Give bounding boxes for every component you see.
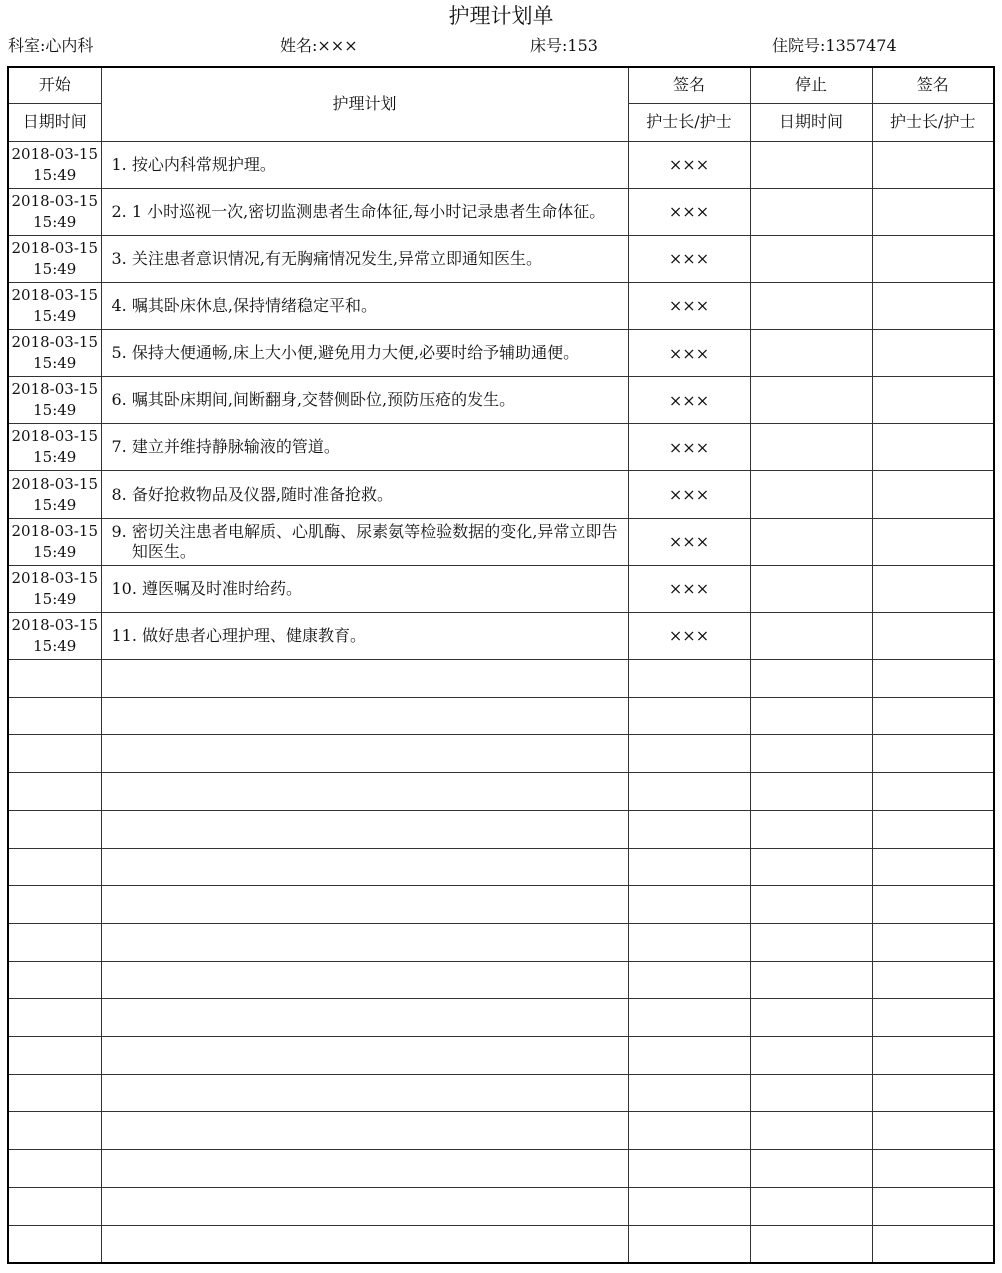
plan-number: 11.: [111, 625, 137, 645]
table-row: [8, 518, 994, 565]
start-date: 2018-03-15: [11, 474, 98, 493]
plan-cell: [101, 471, 628, 518]
start-time: 15:49: [33, 448, 77, 467]
plan-cell: [101, 565, 628, 612]
empty-table-row: [8, 1225, 994, 1263]
start-date: 2018-03-15: [11, 427, 98, 446]
start-time: 15:49: [33, 542, 77, 561]
start-datetime-cell: [8, 235, 101, 282]
plan-cell[interactable]: [101, 1074, 628, 1112]
stop-signature-cell[interactable]: [872, 735, 994, 773]
table-row: [8, 235, 994, 282]
start-date: 2018-03-15: [11, 285, 98, 304]
empty-table-row: [8, 923, 994, 961]
plan-number: 10.: [111, 578, 137, 598]
plan-cell: [101, 282, 628, 329]
start-date: 2018-03-15: [11, 333, 98, 352]
start-signature-cell[interactable]: [628, 1037, 750, 1075]
plan-cell[interactable]: [101, 1225, 628, 1263]
start-date: 2018-03-15: [11, 191, 98, 210]
start-datetime-cell: [8, 424, 101, 471]
start-signature-cell[interactable]: [628, 735, 750, 773]
stop-datetime-cell[interactable]: [750, 612, 872, 659]
start-signature-cell: ×××: [628, 565, 750, 612]
start-datetime-cell[interactable]: [8, 999, 101, 1037]
stop-datetime-cell[interactable]: [750, 141, 872, 188]
stop-signature-cell[interactable]: [872, 471, 994, 518]
plan-text: 保持大便通畅,床上大小便,避免用力大便,必要时给予辅助通便。: [131, 343, 580, 363]
plan-cell[interactable]: [101, 1150, 628, 1188]
plan-cell[interactable]: [101, 961, 628, 999]
start-datetime-cell: [8, 141, 101, 188]
start-signature-cell: ×××: [628, 141, 750, 188]
header-sign-stop-role: 护士长/护士: [872, 103, 994, 141]
stop-datetime-cell[interactable]: [750, 810, 872, 848]
stop-datetime-cell[interactable]: [750, 330, 872, 377]
empty-table-row: [8, 848, 994, 886]
stop-signature-cell[interactable]: [872, 612, 994, 659]
empty-table-row: [8, 1112, 994, 1150]
empty-table-row: [8, 1150, 994, 1188]
empty-table-row: [8, 1074, 994, 1112]
stop-signature-cell[interactable]: [872, 377, 994, 424]
plan-text: 关注患者意识情况,有无胸痛情况发生,异常立即通知医生。: [131, 248, 543, 268]
start-datetime-cell[interactable]: [8, 1037, 101, 1075]
plan-text: 做好患者心理护理、健康教育。: [142, 625, 367, 645]
plan-number: 4.: [111, 295, 127, 315]
start-signature-cell: ×××: [628, 471, 750, 518]
stop-datetime-cell[interactable]: [750, 1150, 872, 1188]
table-row: [8, 141, 994, 188]
start-signature-cell: ×××: [628, 330, 750, 377]
start-signature-cell[interactable]: [628, 848, 750, 886]
start-datetime-cell[interactable]: [8, 1187, 101, 1225]
plan-cell[interactable]: [101, 999, 628, 1037]
stop-signature-cell[interactable]: [872, 886, 994, 924]
start-datetime-cell: [8, 518, 101, 565]
admission-number-field: 住院号:1357474: [772, 36, 897, 55]
table-row: [8, 612, 994, 659]
plan-cell: [101, 235, 628, 282]
plan-number: 2.: [111, 201, 127, 221]
stop-datetime-cell[interactable]: [750, 886, 872, 924]
start-signature-cell: ×××: [628, 188, 750, 235]
start-datetime-cell[interactable]: [8, 961, 101, 999]
start-datetime-cell[interactable]: [8, 886, 101, 924]
plan-text: 嘱其卧床期间,间断翻身,交替侧卧位,预防压疮的发生。: [131, 390, 516, 410]
header-sign-stop: 签名: [872, 67, 994, 103]
start-datetime-cell[interactable]: [8, 1112, 101, 1150]
table-row: [8, 471, 994, 518]
stop-signature-cell[interactable]: [872, 1112, 994, 1150]
stop-signature-cell[interactable]: [872, 141, 994, 188]
start-datetime-cell[interactable]: [8, 810, 101, 848]
table-row: [8, 565, 994, 612]
plan-text: 按心内科常规护理。: [131, 154, 276, 174]
start-signature-cell[interactable]: [628, 810, 750, 848]
stop-datetime-cell[interactable]: [750, 188, 872, 235]
stop-signature-cell[interactable]: [872, 235, 994, 282]
start-time: 15:49: [33, 306, 77, 325]
stop-signature-cell[interactable]: [872, 1225, 994, 1263]
stop-datetime-cell[interactable]: [750, 424, 872, 471]
start-date: 2018-03-15: [11, 238, 98, 257]
plan-cell: [101, 377, 628, 424]
header-start-datetime: 日期时间: [8, 103, 101, 141]
start-datetime-cell: [8, 188, 101, 235]
plan-cell[interactable]: [101, 773, 628, 811]
start-datetime-cell[interactable]: [8, 660, 101, 698]
plan-number: 6.: [111, 390, 127, 410]
stop-datetime-cell[interactable]: [750, 377, 872, 424]
plan-cell: [101, 141, 628, 188]
patient-name-field: 姓名:×××: [280, 36, 358, 55]
plan-cell[interactable]: [101, 923, 628, 961]
start-datetime-cell[interactable]: [8, 848, 101, 886]
stop-signature-cell[interactable]: [872, 848, 994, 886]
nursing-plan-table: [7, 66, 995, 1264]
empty-table-row: [8, 773, 994, 811]
stop-signature-cell[interactable]: [872, 424, 994, 471]
start-signature-cell[interactable]: [628, 923, 750, 961]
header-stop: 停止: [750, 67, 872, 103]
start-signature-cell: ×××: [628, 282, 750, 329]
table-row: [8, 188, 994, 235]
stop-signature-cell[interactable]: [872, 999, 994, 1037]
stop-signature-cell[interactable]: [872, 1074, 994, 1112]
table-body: [8, 141, 994, 1263]
start-date: 2018-03-15: [11, 568, 98, 587]
plan-cell[interactable]: [101, 697, 628, 735]
start-time: 15:49: [33, 212, 77, 231]
stop-datetime-cell[interactable]: [750, 735, 872, 773]
start-signature-cell[interactable]: [628, 1187, 750, 1225]
start-datetime-cell[interactable]: [8, 697, 101, 735]
start-datetime-cell[interactable]: [8, 1074, 101, 1112]
start-signature-cell[interactable]: [628, 886, 750, 924]
stop-signature-cell[interactable]: [872, 773, 994, 811]
stop-datetime-cell[interactable]: [750, 773, 872, 811]
plan-text: 备好抢救物品及仪器,随时准备抢救。: [131, 484, 393, 504]
start-date: 2018-03-15: [11, 521, 98, 540]
plan-cell: [101, 612, 628, 659]
plan-cell[interactable]: [101, 1037, 628, 1075]
empty-table-row: [8, 697, 994, 735]
plan-cell[interactable]: [101, 1187, 628, 1225]
plan-text: 1 小时巡视一次,密切监测患者生命体征,每小时记录患者生命体征。: [131, 201, 606, 221]
plan-cell: [101, 188, 628, 235]
plan-number: 1.: [111, 154, 127, 174]
start-datetime-cell: [8, 565, 101, 612]
header-start: 开始: [8, 67, 101, 103]
document-title: 护理计划单: [448, 4, 554, 28]
start-signature-cell: ×××: [628, 377, 750, 424]
plan-number: 3.: [111, 248, 127, 268]
stop-datetime-cell[interactable]: [750, 565, 872, 612]
plan-cell[interactable]: [101, 1112, 628, 1150]
stop-datetime-cell[interactable]: [750, 999, 872, 1037]
stop-datetime-cell[interactable]: [750, 848, 872, 886]
header-sign-start-role: 护士长/护士: [628, 103, 750, 141]
plan-cell[interactable]: [101, 810, 628, 848]
start-datetime-cell: [8, 282, 101, 329]
start-datetime-cell[interactable]: [8, 923, 101, 961]
empty-table-row: [8, 1187, 994, 1225]
plan-text: 遵医嘱及时准时给药。: [142, 578, 303, 598]
stop-datetime-cell[interactable]: [750, 660, 872, 698]
stop-datetime-cell[interactable]: [750, 697, 872, 735]
start-datetime-cell[interactable]: [8, 773, 101, 811]
start-signature-cell[interactable]: [628, 1074, 750, 1112]
header-stop-datetime: 日期时间: [750, 103, 872, 141]
stop-datetime-cell[interactable]: [750, 1225, 872, 1263]
stop-signature-cell[interactable]: [872, 961, 994, 999]
start-time: 15:49: [33, 636, 77, 655]
start-time: 15:49: [33, 165, 77, 184]
start-signature-cell[interactable]: [628, 660, 750, 698]
empty-table-row: [8, 810, 994, 848]
start-signature-cell: ×××: [628, 424, 750, 471]
start-datetime-cell[interactable]: [8, 735, 101, 773]
stop-signature-cell[interactable]: [872, 1037, 994, 1075]
start-date: 2018-03-15: [11, 380, 98, 399]
bed-number-field: 床号:153: [530, 36, 598, 55]
start-time: 15:49: [33, 354, 77, 373]
plan-cell: [101, 424, 628, 471]
plan-text: 密切关注患者电解质、心肌酶、尿素氨等检验数据的变化,异常立即告知医生。: [131, 521, 618, 561]
empty-table-row: [8, 660, 994, 698]
plan-cell: [101, 518, 628, 565]
stop-signature-cell[interactable]: [872, 565, 994, 612]
stop-signature-cell[interactable]: [872, 697, 994, 735]
empty-table-row: [8, 1037, 994, 1075]
stop-signature-cell[interactable]: [872, 282, 994, 329]
start-datetime-cell[interactable]: [8, 1150, 101, 1188]
plan-cell[interactable]: [101, 848, 628, 886]
empty-table-row: [8, 999, 994, 1037]
plan-cell[interactable]: [101, 886, 628, 924]
start-datetime-cell: [8, 471, 101, 518]
stop-datetime-cell[interactable]: [750, 923, 872, 961]
stop-signature-cell[interactable]: [872, 1187, 994, 1225]
plan-text: 建立并维持静脉输液的管道。: [131, 437, 340, 457]
stop-datetime-cell[interactable]: [750, 471, 872, 518]
stop-datetime-cell[interactable]: [750, 1187, 872, 1225]
header-plan: 护理计划: [101, 67, 628, 141]
start-signature-cell[interactable]: [628, 1112, 750, 1150]
empty-table-row: [8, 886, 994, 924]
stop-signature-cell[interactable]: [872, 810, 994, 848]
stop-datetime-cell[interactable]: [750, 282, 872, 329]
start-datetime-cell: [8, 377, 101, 424]
start-signature-cell[interactable]: [628, 1150, 750, 1188]
plan-text: 嘱其卧床休息,保持情绪稳定平和。: [131, 295, 377, 315]
start-datetime-cell: [8, 612, 101, 659]
stop-signature-cell[interactable]: [872, 923, 994, 961]
department-field: 科室:心内科: [8, 36, 94, 55]
start-signature-cell[interactable]: [628, 961, 750, 999]
empty-table-row: [8, 735, 994, 773]
start-time: 15:49: [33, 401, 77, 420]
start-time: 15:49: [33, 589, 77, 608]
start-datetime-cell: [8, 330, 101, 377]
start-signature-cell: ×××: [628, 235, 750, 282]
plan-cell[interactable]: [101, 660, 628, 698]
plan-number: 5.: [111, 343, 127, 363]
stop-signature-cell[interactable]: [872, 188, 994, 235]
table-row: [8, 424, 994, 471]
stop-datetime-cell[interactable]: [750, 1112, 872, 1150]
plan-cell[interactable]: [101, 735, 628, 773]
plan-number: 8.: [111, 484, 127, 504]
stop-signature-cell[interactable]: [872, 330, 994, 377]
start-datetime-cell[interactable]: [8, 1225, 101, 1263]
stop-datetime-cell[interactable]: [750, 1074, 872, 1112]
plan-number: 9.: [111, 521, 127, 541]
start-time: 15:49: [33, 259, 77, 278]
stop-signature-cell[interactable]: [872, 660, 994, 698]
stop-datetime-cell[interactable]: [750, 1037, 872, 1075]
stop-signature-cell[interactable]: [872, 1150, 994, 1188]
start-date: 2018-03-15: [11, 144, 98, 163]
stop-datetime-cell[interactable]: [750, 518, 872, 565]
start-signature-cell: ×××: [628, 612, 750, 659]
start-date: 2018-03-15: [11, 615, 98, 634]
start-signature-cell[interactable]: [628, 773, 750, 811]
stop-signature-cell[interactable]: [872, 518, 994, 565]
plan-number: 7.: [111, 437, 127, 457]
start-signature-cell[interactable]: [628, 697, 750, 735]
start-time: 15:49: [33, 495, 77, 514]
start-signature-cell: ×××: [628, 518, 750, 565]
table-row: [8, 330, 994, 377]
header-sign-start: 签名: [628, 67, 750, 103]
table-row: [8, 377, 994, 424]
stop-datetime-cell[interactable]: [750, 235, 872, 282]
table-row: [8, 282, 994, 329]
empty-table-row: [8, 961, 994, 999]
plan-cell: [101, 330, 628, 377]
stop-datetime-cell[interactable]: [750, 961, 872, 999]
start-signature-cell[interactable]: [628, 999, 750, 1037]
start-signature-cell[interactable]: [628, 1225, 750, 1263]
